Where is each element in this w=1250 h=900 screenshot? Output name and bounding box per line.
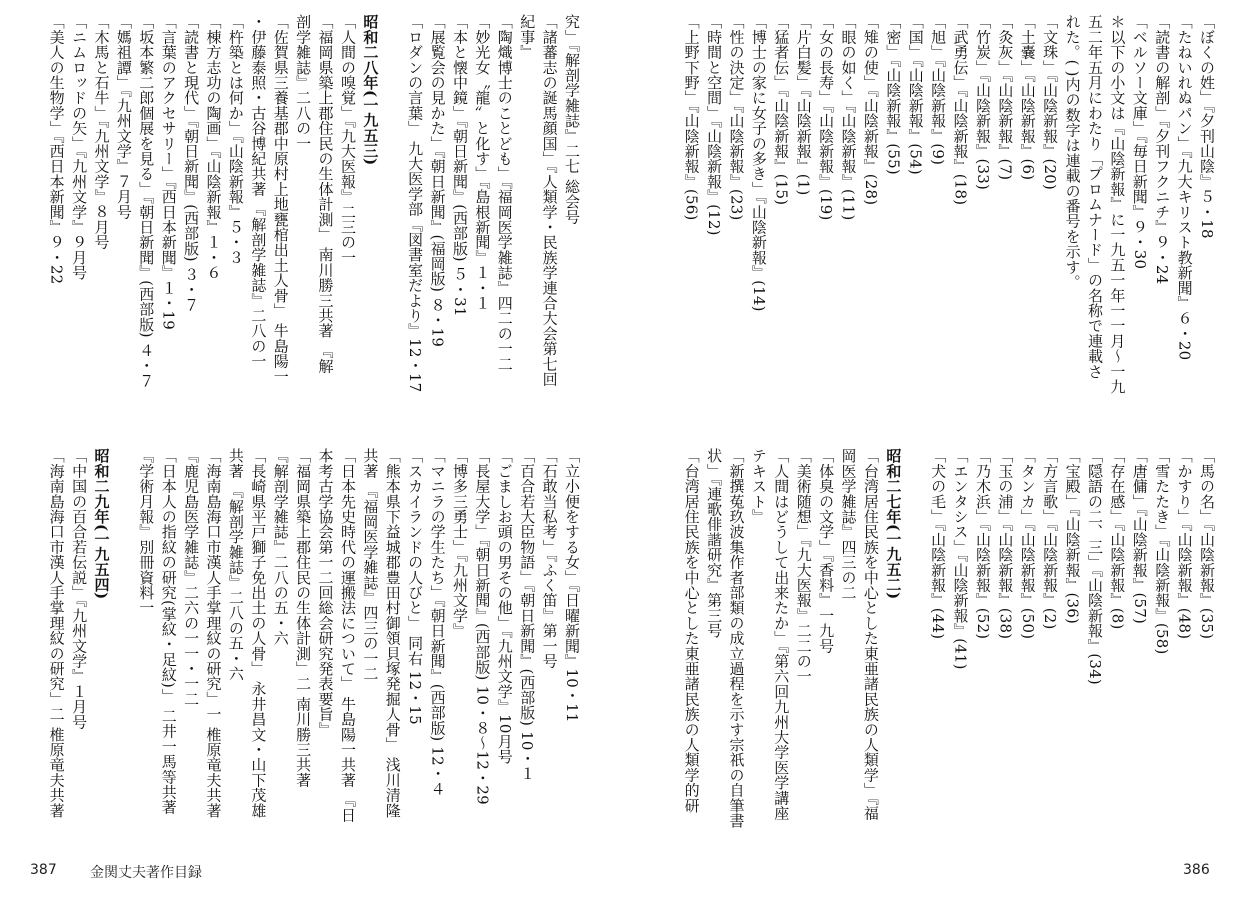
list-line: 「ベルソー文庫」『毎日新聞』９・30 [1130, 14, 1149, 270]
list-line: 「読書と現代」『朝日新聞』(西部版) ３・７ [182, 14, 201, 313]
right-page-top-text [663, 14, 1218, 414]
list-line: 「美術随想」『九大医報』二二の一 [794, 448, 813, 684]
list-line: 「ロダンの言葉」 九大医学部『図書室だより』12・17 [406, 14, 425, 393]
list-line: 「武勇伝」『山陰新報』(18) [951, 14, 970, 206]
list-line: 「陶熾博士のことども」『福岡医学雑誌』四二の一二 [495, 14, 514, 372]
list-line: 「宝殿」『山陰新報』(36) [1063, 448, 1082, 625]
list-line: 「馬の名」『山陰新報』(35) [1198, 448, 1216, 640]
list-line: 「ぼくの姓」『夕刊山陰』５・18 [1198, 14, 1216, 239]
list-line: 「文珠」『山陰新報』(20) [1041, 14, 1060, 191]
list-line: 「雪たたき」『山陰新報』(58) [1153, 448, 1172, 655]
list-line: 「美人の生物学」『西日本新聞』９・22 [47, 14, 66, 285]
list-line: 「杵築とは何か」『山陰新報』５・３ [226, 14, 245, 265]
list-line: 「密」『山陰新報』(55) [884, 14, 903, 175]
list-line: 「隠語の二、三」『山陰新報』(34) [1085, 448, 1104, 685]
list-line: 「本と懐中鏡」『朝日新聞』(西部版) ５・31 [450, 14, 469, 317]
list-line: 「体臭の文学」『香料』一九号 [817, 448, 836, 654]
list-line: 剖学雑誌』二八の一 [294, 14, 313, 151]
list-line: 「方言歌」『山陰新報』(2) [1041, 448, 1060, 630]
list-line: 「竹炭」『山陰新報』(33) [973, 14, 992, 191]
left-page-top-text [28, 14, 583, 414]
list-line [904, 448, 926, 848]
list-line: 「日本先史時代の運搬法について」 牛島陽一共著 『日 [338, 448, 357, 823]
list-line: 「諸蕃志の誕馬顔国」『人類学・民族学連合大会第七回 [540, 14, 559, 387]
list-line: 「土嚢」『山陰新報』(6) [1018, 14, 1037, 181]
list-line: 「雉の使」『山陰新報』(28) [861, 14, 880, 206]
list-line: 「国」『山陰新報』(54) [906, 14, 925, 175]
list-line: 「性の決定」『山陰新報』(23) [727, 14, 746, 221]
list-line: 「立小便をする女」『日曜新聞』10・11 [563, 448, 581, 723]
list-line: 「読書の解剖」『夕刊フクニチ』９・24 [1153, 14, 1172, 285]
list-line: 「妙光女〝龍〟と化す」『島根新聞』１・１ [473, 14, 492, 311]
list-line: 「女の長寿」『山陰新報』(19) [817, 14, 836, 221]
list-line: ・伊藤泰照・古谷博紀共著 『解剖学雑誌』二八の一 [249, 14, 268, 369]
list-line: 「海南島海口市漢人手掌理紋の研究」二 椎原竜夫共著 [47, 448, 66, 818]
list-line: 「坂本繁二郎個展を見る」『朝日新聞』(西部版) ４・７ [137, 14, 156, 389]
list-line: 「かすり」『山陰新報』(48) [1175, 448, 1194, 640]
list-line: 「博多三勇士」『九州文学』 [450, 448, 469, 639]
list-line: 「時間と空間」『山陰新報』(12) [705, 14, 724, 236]
list-line: 「博士の家に女子の多き」『山陰新報』(14) [749, 14, 768, 312]
list-line: 「日本人の指紋の研究(掌紋・足紋)」 二井一馬等共著 [159, 448, 178, 815]
right-page [625, 0, 1250, 900]
list-line: 究」『解剖学雑誌』二七 総会号 [563, 14, 581, 225]
list-line: 『解剖学雑誌』二八の五・六 [271, 448, 290, 646]
list-line: 「媽祖譚」『九州文学』７月号 [114, 14, 133, 220]
list-line: 状」『連歌俳諧研究』第三号 [705, 448, 724, 639]
list-line: 「福岡県築上郡住民の生体計測」二 南川勝三共著 [294, 448, 313, 788]
list-line: 「熊本県下益城郡豊田村御領貝塚発掘人骨」 浅川清隆 [383, 448, 402, 818]
list-line: 「存在感」『山陰新報』(8) [1108, 448, 1127, 630]
list-line: 「台湾居住民族を中心とした東亜諸民族の人類学的研 [682, 448, 701, 813]
list-line: テキスト』 [749, 448, 768, 524]
list-line: 「マニラの学生たち」『朝日新聞』(西部版) 12・４ [428, 448, 447, 797]
list-line: 「玉の浦」『山陰新報』(38) [996, 448, 1015, 640]
list-line: 共著 『解剖学雑誌』二八の五・六 [226, 448, 245, 681]
list-line: 「新撰菟玖波集作者部類の成立過程を示す宗祇の自筆書 [727, 448, 746, 828]
list-line: 『鹿児島医学雑誌』二六の一一・一二 [182, 448, 201, 707]
list-line: 「たねいれぬパン」『九大キリスト教新聞』６・20 [1175, 14, 1194, 361]
list-line: 「長崎県平戸獅子免出土の人骨」 永井昌文・山下茂雄 [249, 448, 268, 818]
list-line: 「ごましお頭の男その他」『九州文学』10月号 [495, 448, 514, 764]
list-line: ＊以下の小文は『山陰新報』に一九五一年一一月〜一九 [1108, 14, 1127, 394]
list-line: 『学術月報』別冊資料一 [137, 448, 156, 616]
list-line: 「中国の百合若伝説」『九州文学』１月号 [70, 448, 89, 730]
list-line: 「百合若大臣物語」『朝日新聞』(西部版) 10・１ [518, 448, 537, 782]
list-line: 岡医学雑誌』四三の二 [839, 448, 858, 600]
list-line: 「眼の如く」『山陰新報』(11) [839, 14, 858, 221]
list-line: 「乃木浜」『山陰新報』(52) [973, 448, 992, 640]
list-line [112, 448, 134, 848]
list-line: 「福岡県築上郡住民の生体計測」 南川勝三共著 『解 [316, 14, 335, 374]
list-line: 「灸灰」『山陰新報』(7) [996, 14, 1015, 181]
list-line: 共著 『福岡医学雑誌』四三の一二 [361, 448, 380, 681]
list-line: 「唐傭」『山陰新報』(57) [1130, 448, 1149, 625]
list-line: 「棟方志功の陶画」『山陰新報』１・６ [204, 14, 223, 281]
list-line: 「長屋大学」『朝日新聞』(西部版) 10・８〜12・29 [473, 448, 492, 805]
year-heading: 昭和二九年(一九五四) [92, 448, 111, 600]
list-line: 「犬の毛」『山陰新報』(44) [929, 448, 948, 640]
list-line: 「旭」『山陰新報』(9) [929, 14, 948, 166]
list-line: 「木馬と石牛」『九州文学』８月号 [92, 14, 111, 250]
right-page-bottom-text [663, 448, 1218, 848]
list-line: 「佐賀県三養基郡中原村上地甕棺出土人骨」 牛島陽一 [271, 14, 290, 384]
page-number-right: 386 [1183, 862, 1210, 878]
list-line: 「タンカ」『山陰新報』(50) [1018, 448, 1037, 640]
list-line: 「片白髪」『山陰新報』(1) [794, 14, 813, 196]
list-line: 「人間はどうして出来たか」『第六回九州大学医学講座 [772, 448, 791, 821]
list-line: 「猛者伝」『山陰新報』(15) [772, 14, 791, 206]
list-line: 「展覧会の見かた」『朝日新聞』(福岡版) ８・19 [428, 14, 447, 348]
running-title: 金関丈夫著作目録 [90, 865, 202, 881]
list-line: 紀事』 [518, 14, 537, 60]
list-line: 「エンタシス」『山陰新報』(41) [951, 448, 970, 670]
list-line: 「海南島海口市漢人手掌理紋の研究」一 椎原竜夫共著 [204, 448, 223, 818]
list-line [381, 14, 403, 414]
list-line: 「石敢当私考」『ふく笛』第一号 [540, 448, 559, 669]
list-line: 「言葉のアクセサリー」『西日本新聞』１・19 [159, 14, 178, 330]
page-number-left: 387 [30, 862, 57, 878]
list-line: 「上野下野」『山陰新報』(56) [682, 14, 701, 221]
list-line: 「人間の嗅覚」『九大医報』二三の一 [338, 14, 357, 265]
list-line: 本考古学協会第一二回総会研究発表要旨』 [316, 448, 335, 737]
list-line: 「ニムロッドの矢」『九州文学』９月号 [70, 14, 89, 281]
year-heading: 昭和二七年(一九五二) [884, 448, 903, 600]
year-heading: 昭和二八年(一九五三) [361, 14, 380, 166]
left-page-bottom-text [28, 448, 583, 848]
list-line: 五二年五月にわたり「プロムナード」の名称で連載さ [1085, 14, 1104, 379]
list-line: 「スカイランドの人びと」 同右 12・15 [406, 448, 425, 725]
list-line: 「台湾居住民族を中心とした東亜諸民族の人類学」『福 [861, 448, 880, 821]
list-line: れた。( )内の数字は連載の番号を示す。 [1063, 14, 1082, 290]
